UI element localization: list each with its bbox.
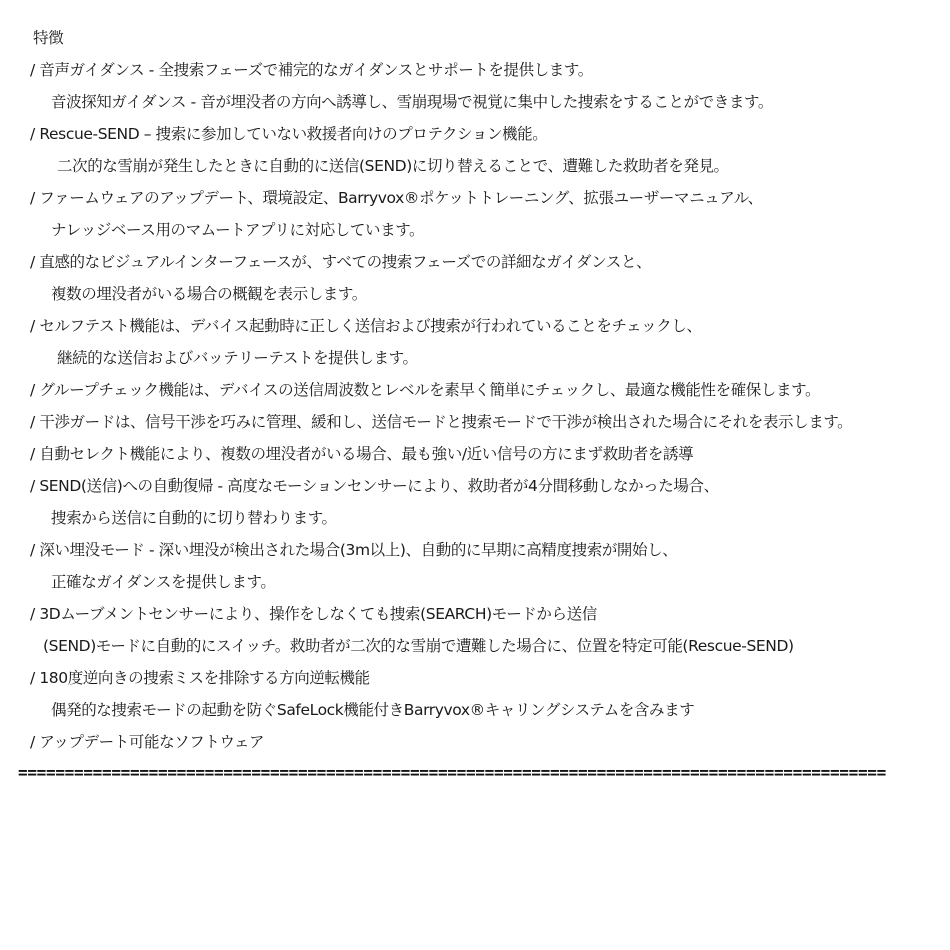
feature-line-21: 偶発的な捜索モードの起動を防ぐSafeLock機能付きBarryvox®キャリングシステムを含みます: [51, 701, 695, 719]
feature-line-19: (SEND)モードに自動的にスイッチ。救助者が二次的な雪崩で遭難した場合に、位置を特定可能(Rescue-SEND): [43, 637, 794, 655]
feature-line-15: 捜索から送信に自動的に切り替わります。: [51, 509, 337, 527]
feature-line-14: / SEND(送信)への自動復帰 - 高度なモーションセンサーにより、救助者が4分間移動しなかった場合、: [30, 477, 719, 495]
feature-line-7: / 直感的なビジュアルインターフェースが、すべての捜索フェーズでの詳細なガイダンスと、: [30, 253, 652, 271]
feature-line-1: / 音声ガイダンス - 全捜索フェーズで補完的なガイダンスとサポートを提供します。: [30, 61, 593, 79]
feature-line-5: / ファームウェアのアップデート、環境設定、Barryvox®ポケットトレーニング、拡張ユーザーマニュアル、: [30, 189, 763, 207]
feature-line-16: / 深い埋没モード - 深い埋没が検出された場合(3m以上)、自動的に早期に高精度捜索が開始し、: [30, 541, 678, 559]
feature-line-6: ナレッジベース用のマムートアプリに対応しています。: [51, 221, 425, 239]
feature-line-9: / セルフテスト機能は、デバイス起動時に正しく送信および捜索が行われていることをチェックし、: [30, 317, 702, 335]
feature-line-18: / 3Dムーブメントセンサーにより、操作をしなくても捜索(SEARCH)モードから送信: [30, 605, 597, 623]
feature-line-10: 継続的な送信およびバッテリーテストを提供します。: [57, 349, 418, 367]
feature-line-22: / アップデート可能なソフトウェア: [30, 733, 265, 751]
feature-line-2: 音波探知ガイダンス - 音が埋没者の方向へ誘導し、雪崩現場で視覚に集中した捜索をすることができます。: [51, 93, 773, 111]
feature-line-11: / グループチェック機能は、デバイスの送信周波数とレベルを素早く簡単にチェックし、最適な機能性を確保します。: [30, 381, 821, 399]
feature-line-13: / 自動セレクト機能により、複数の埋没者がいる場合、最も強い/近い信号の方にまず救助者を誘導: [30, 445, 694, 463]
feature-line-4: 二次的な雪崩が発生したときに自動的に送信(SEND)に切り替えることで、遭難した救助者を発見。: [57, 157, 729, 175]
feature-line-17: 正確なガイダンスを提供します。: [51, 573, 276, 591]
separator-line: =============================================================================================: [18, 763, 886, 782]
section-heading: 特徴: [33, 29, 64, 47]
feature-line-12: / 干渉ガードは、信号干渉を巧みに管理、緩和し、送信モードと捜索モードで干渉が検出された場合にそれを表示します。: [30, 413, 853, 431]
feature-line-20: / 180度逆向きの捜索ミスを排除する方向逆転機能: [30, 669, 370, 687]
feature-line-3: / Rescue-SEND – 捜索に参加していない救援者向けのプロテクション機能。: [30, 125, 548, 143]
feature-line-8: 複数の埋没者がいる場合の概観を表示します。: [51, 285, 367, 303]
